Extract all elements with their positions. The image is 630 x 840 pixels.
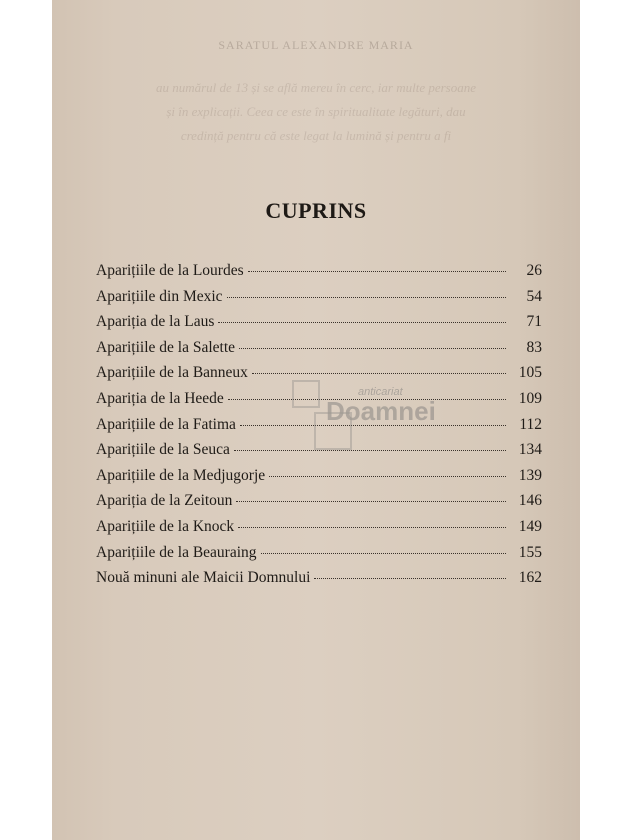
toc-label: Aparițiile de la Seuca (96, 441, 230, 459)
toc-row[interactable] (96, 492, 542, 518)
toc-label: Aparițiile de la Salette (96, 338, 236, 356)
toc-label: Aparițiile de la Medjugorje (96, 466, 266, 484)
toc-label: Nouă minuni ale Maicii Domnului (96, 569, 311, 587)
toc-dot-leader (252, 373, 506, 374)
toc-row[interactable] (96, 416, 542, 442)
toc-label: Apariția de la Heede (96, 389, 224, 407)
toc-dot-leader (239, 348, 506, 349)
toc-dot-leader (234, 450, 506, 451)
toc-dot-leader (248, 271, 506, 272)
toc-row[interactable] (96, 441, 542, 467)
table-of-contents (96, 262, 542, 595)
toc-row[interactable] (96, 313, 542, 339)
toc-page-number: 155 (518, 543, 542, 561)
toc-dot-leader (238, 527, 506, 528)
toc-page-number: 149 (518, 517, 542, 535)
toc-page-number: 112 (519, 415, 542, 433)
toc-row[interactable] (96, 262, 542, 288)
toc-dot-leader (269, 476, 506, 477)
toc-page-number: 105 (518, 364, 542, 382)
watermark-small-text: anticariat (358, 386, 403, 398)
toc-label: Apariția de la Zeitoun (96, 492, 233, 510)
toc-page-number: 162 (518, 569, 542, 587)
toc-label: Aparițiile de la Banneux (96, 364, 248, 382)
toc-label: Aparițiile de la Beauraing (96, 543, 257, 561)
book-page (52, 0, 580, 840)
toc-label: Apariția de la Laus (96, 313, 215, 331)
toc-dot-leader (261, 553, 506, 554)
toc-row[interactable] (96, 467, 542, 493)
toc-row[interactable] (96, 544, 542, 570)
toc-dot-leader (227, 297, 506, 298)
toc-row[interactable] (96, 339, 542, 365)
toc-row[interactable] (96, 390, 542, 416)
toc-page-number: 109 (518, 389, 542, 407)
toc-label: Aparițiile de la Lourdes (96, 262, 244, 279)
toc-page-number: 146 (518, 492, 542, 510)
toc-label: Aparițiile de la Knock (96, 517, 235, 535)
toc-page-number: 139 (518, 466, 542, 484)
bleed-through-line: și în explicații. Ceea ce este în spiritualitate legături, dau (166, 104, 466, 119)
page-title: CUPRINS (265, 198, 367, 223)
toc-page-number: 71 (526, 313, 542, 331)
running-header: SARATUL ALEXANDRE MARIA (218, 38, 414, 52)
toc-dot-leader (236, 501, 506, 502)
toc-label: Aparițiile din Mexic (96, 287, 223, 305)
toc-dot-leader (228, 399, 506, 400)
toc-page-number: 54 (526, 287, 542, 305)
toc-label: Aparițiile de la Fatima (96, 415, 236, 433)
toc-page-number: 26 (526, 262, 542, 279)
watermark-main-text: Doamnei (326, 396, 436, 426)
toc-dot-leader (240, 425, 506, 426)
toc-row[interactable] (96, 569, 542, 595)
toc-page-number: 83 (526, 338, 542, 356)
bleed-through-line: credință pentru că este legat la lumină și pentru a fi (180, 128, 452, 143)
bleed-through-line: au numărul de 13 și se află mereu în cerc, iar multe persoane (155, 80, 477, 95)
toc-row[interactable] (96, 364, 542, 390)
toc-row[interactable] (96, 518, 542, 544)
toc-page-number: 134 (518, 441, 542, 459)
toc-dot-leader (218, 322, 506, 323)
toc-row[interactable] (96, 288, 542, 314)
toc-dot-leader (314, 578, 506, 579)
